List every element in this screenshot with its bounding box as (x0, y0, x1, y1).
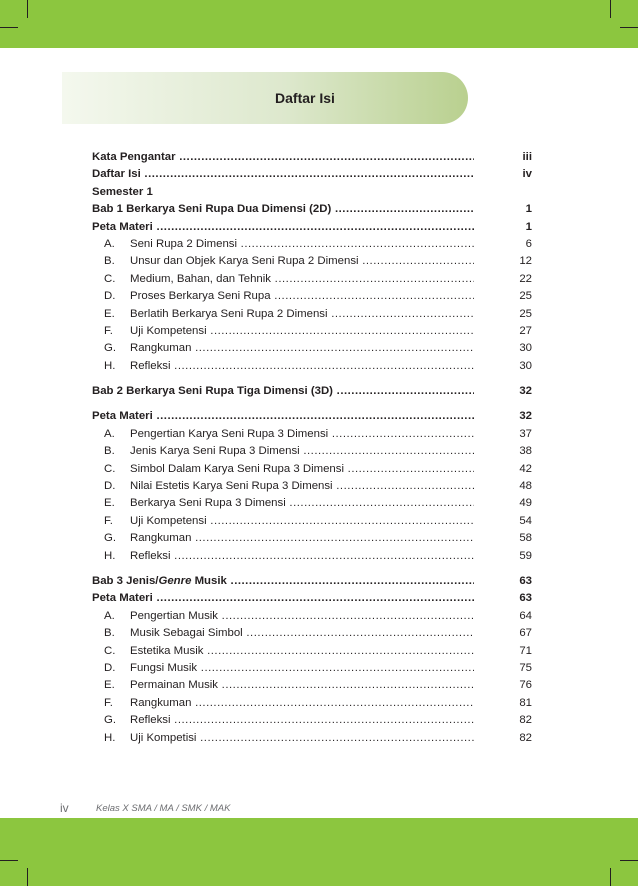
toc-entry-title (104, 730, 474, 747)
dot-leader (328, 308, 474, 320)
toc-entry-title (104, 660, 474, 677)
toc-entry[interactable] (92, 590, 532, 607)
toc-entry-text-rest: Musik (191, 574, 227, 587)
toc-subentry[interactable] (92, 643, 532, 660)
toc-entry-title (92, 149, 474, 166)
toc-entry[interactable] (92, 408, 532, 425)
toc-entry-text: Daftar Isi (92, 168, 141, 181)
toc-entry-text: Refleksi (130, 549, 171, 562)
toc-entry-letter: A. (104, 427, 115, 440)
bottom-color-band (0, 818, 638, 886)
toc-entry-letter: H. (104, 731, 116, 744)
toc-entry-title (92, 201, 474, 218)
toc-subentry[interactable] (92, 495, 532, 512)
dot-leader (271, 290, 474, 302)
toc-entry-text: Uji Kompetensi (130, 324, 207, 337)
toc-entry-text: Rangkuman (130, 342, 192, 355)
toc-subentry[interactable] (92, 730, 532, 747)
toc-entry-title (104, 608, 474, 625)
toc-subentry[interactable] (92, 443, 532, 460)
toc-entry-text: Pengertian Karya Seni Rupa 3 Dimensi (130, 427, 329, 440)
dot-leader (171, 360, 474, 372)
toc-subentry[interactable] (92, 513, 532, 530)
toc-entry-title (104, 271, 474, 288)
dot-leader (191, 342, 474, 354)
toc-entry-text: Rangkuman (130, 696, 192, 709)
toc-entry-title (104, 253, 474, 270)
toc-entry-text: Estetika Musik (130, 644, 204, 657)
toc-entry-title (104, 530, 474, 547)
toc-entry-title (104, 712, 474, 729)
toc-entry-title (92, 408, 474, 425)
toc-entry-title (104, 323, 474, 340)
footer-page-number: iv (60, 801, 69, 815)
toc-gap (92, 400, 532, 408)
toc-page-number: 22 (519, 272, 532, 285)
toc-subentry[interactable] (92, 478, 532, 495)
trim-mark (620, 27, 638, 28)
toc-entry-letter: F. (104, 696, 113, 709)
trim-mark (27, 0, 28, 18)
dot-leader (243, 627, 474, 639)
toc-entry[interactable] (92, 166, 532, 183)
toc-entry-text: Uji Kompetisi (130, 731, 197, 744)
dot-leader (333, 480, 474, 492)
toc-page-number: 76 (519, 679, 532, 692)
toc-entry[interactable] (92, 149, 532, 166)
toc-subentry[interactable] (92, 306, 532, 323)
toc-entry-text: Nilai Estetis Karya Seni Rupa 3 Dimensi (130, 480, 333, 493)
trim-mark (610, 0, 611, 18)
dot-leader (176, 151, 474, 163)
toc-entry-title (104, 548, 474, 565)
toc-page-number: 54 (519, 514, 532, 527)
toc-entry-title (92, 590, 474, 607)
toc-entry-letter: H. (104, 359, 116, 372)
toc-entry-letter: G. (104, 532, 117, 545)
toc-header (62, 72, 468, 124)
toc-entry-letter: A. (104, 237, 115, 250)
toc-entry-title (104, 695, 474, 712)
dot-leader (207, 515, 474, 527)
toc-page-number: 6 (525, 237, 532, 250)
top-color-band (0, 0, 638, 48)
toc-entry-text: Peta Materi (92, 410, 153, 423)
dot-leader (197, 662, 474, 674)
toc-entry-title (92, 166, 474, 183)
toc-subentry[interactable] (92, 530, 532, 547)
toc-entry-text: Fungsi Musik (130, 661, 198, 674)
toc-gap (92, 565, 532, 573)
toc-entry-text: Medium, Bahan, dan Tehnik (130, 272, 271, 285)
toc-entry-text: Semester 1 (92, 185, 153, 198)
dot-leader (344, 463, 474, 475)
toc-entry-title (104, 625, 474, 642)
trim-mark (0, 27, 18, 28)
dot-leader (331, 203, 474, 215)
toc-page-number: 49 (519, 497, 532, 510)
toc-entry[interactable] (92, 573, 532, 590)
toc-entry-letter: C. (104, 462, 116, 475)
toc-entry-text: Rangkuman (130, 532, 192, 545)
toc-entry-letter: D. (104, 290, 116, 303)
toc-page-number: 48 (519, 480, 532, 493)
toc-entry-title (104, 288, 474, 305)
toc-entry-italic: Genre (158, 574, 192, 587)
toc-entry-letter: C. (104, 272, 116, 285)
toc-page-number: 67 (519, 627, 532, 640)
toc-entry[interactable] (92, 383, 532, 400)
toc-entry-text: Refleksi (130, 714, 171, 727)
toc-entry-text: Peta Materi (92, 592, 153, 605)
toc-entry-letter: F. (104, 514, 113, 527)
toc-entry-text: Uji Kompetensi (130, 514, 207, 527)
dot-leader (237, 238, 474, 250)
dot-leader (153, 221, 474, 233)
toc-entry-letter: C. (104, 644, 116, 657)
toc-entry[interactable] (92, 219, 532, 236)
toc-subentry[interactable] (92, 712, 532, 729)
toc-page-number: 71 (519, 644, 532, 657)
toc-subentry[interactable] (92, 677, 532, 694)
toc-entry-text: Peta Materi (92, 220, 153, 233)
toc-page-number: 32 (519, 385, 532, 398)
trim-mark (27, 868, 28, 886)
toc-entry-letter: G. (104, 342, 117, 355)
dot-leader (300, 445, 474, 457)
toc-page-number: 25 (519, 290, 532, 303)
toc-subentry[interactable] (92, 660, 532, 677)
toc-entry-text: Unsur dan Objek Karya Seni Rupa 2 Dimensi (130, 255, 359, 268)
dot-leader (286, 497, 474, 509)
toc-entry-text: Bab 2 Berkarya Seni Rupa Tiga Dimensi (3D) (92, 385, 333, 398)
toc-entry-letter: E. (104, 497, 115, 510)
toc-entry-text: Proses Berkarya Seni Rupa (130, 290, 271, 303)
dot-leader (141, 168, 474, 180)
toc-entry-letter: F. (104, 324, 113, 337)
toc-subentry[interactable] (92, 695, 532, 712)
toc-gap (92, 375, 532, 383)
toc-subentry[interactable] (92, 548, 532, 565)
toc-page-number: 32 (519, 410, 532, 423)
toc-entry-title (104, 306, 474, 323)
toc-page-number: 12 (519, 255, 532, 268)
toc-entry[interactable] (92, 201, 532, 218)
toc-page-number: 1 (525, 220, 532, 233)
toc-entry-text: Berlatih Berkarya Seni Rupa 2 Dimensi (130, 307, 328, 320)
toc-entry-letter: B. (104, 627, 115, 640)
dot-leader (207, 325, 474, 337)
dot-leader (227, 575, 474, 587)
toc-page-number: 59 (519, 549, 532, 562)
toc-entry-title (104, 513, 474, 530)
trim-mark (0, 860, 18, 861)
dot-leader (171, 714, 474, 726)
toc-entry-title (104, 340, 474, 357)
toc-page-number: 82 (519, 731, 532, 744)
toc-page-number: 37 (519, 427, 532, 440)
toc-entry-letter: H. (104, 549, 116, 562)
dot-leader (171, 550, 474, 562)
dot-leader (218, 679, 474, 691)
toc-entry-title (104, 677, 474, 694)
toc-subentry[interactable] (92, 236, 532, 253)
toc-entry-title (104, 426, 474, 443)
dot-leader (271, 273, 474, 285)
toc-page-number: iv (522, 168, 532, 181)
trim-mark (620, 860, 638, 861)
table-of-contents (92, 149, 532, 747)
toc-page-number: 1 (525, 203, 532, 216)
toc-entry-text: Permainan Musik (130, 679, 218, 692)
toc-entry-text: Simbol Dalam Karya Seni Rupa 3 Dimensi (130, 462, 344, 475)
toc-subentry[interactable] (92, 358, 532, 375)
dot-leader (328, 428, 474, 440)
toc-entry-title (104, 643, 474, 660)
toc-page-number: 42 (519, 462, 532, 475)
toc-entry-title (92, 383, 474, 400)
toc-entry-letter: E. (104, 679, 115, 692)
toc-entry-title (92, 219, 474, 236)
toc-subentry[interactable] (92, 426, 532, 443)
dot-leader (196, 732, 474, 744)
toc-entry-letter: B. (104, 255, 115, 268)
toc-page-number: 30 (519, 342, 532, 355)
toc-page-number: 30 (519, 359, 532, 372)
dot-leader (153, 592, 474, 604)
toc-page-number: 27 (519, 324, 532, 337)
toc-entry-letter: A. (104, 609, 115, 622)
footer-book-title: Kelas X SMA / MA / SMK / MAK (96, 803, 231, 814)
toc-entry-letter: D. (104, 480, 116, 493)
toc-page-number: 81 (519, 696, 532, 709)
toc-entry-text: Musik Sebagai Simbol (130, 627, 243, 640)
toc-entry-text: Kata Pengantar (92, 151, 176, 163)
dot-leader (153, 410, 474, 422)
toc-entry-title (92, 573, 474, 590)
toc-page-number: iii (522, 151, 532, 163)
toc-page-number: 63 (519, 592, 532, 605)
toc-entry-text: Seni Rupa 2 Dimensi (130, 237, 237, 250)
toc-entry-title (104, 443, 474, 460)
toc-entry-title (104, 236, 474, 253)
toc-entry-title (104, 478, 474, 495)
page-title: Daftar Isi (275, 90, 335, 106)
toc-entry-title (92, 184, 474, 201)
toc-subentry[interactable] (92, 461, 532, 478)
toc-entry-text: Bab 1 Berkarya Seni Rupa Dua Dimensi (2D) (92, 203, 332, 216)
toc-entry-text: Bab 3 Jenis/ (92, 574, 159, 587)
toc-page-number: 58 (519, 532, 532, 545)
toc-subentry[interactable] (92, 253, 532, 270)
toc-subentry[interactable] (92, 323, 532, 340)
toc-entry-title (104, 358, 474, 375)
toc-entry-letter: B. (104, 445, 115, 458)
dot-leader (218, 610, 474, 622)
toc-subentry[interactable] (92, 340, 532, 357)
toc-subentry[interactable] (92, 608, 532, 625)
toc-entry-letter: G. (104, 714, 117, 727)
dot-leader (333, 385, 474, 397)
toc-entry-letter: E. (104, 307, 115, 320)
dot-leader (191, 697, 474, 709)
toc-page-number: 25 (519, 307, 532, 320)
toc-page-number: 75 (519, 661, 532, 674)
toc-page-number: 38 (519, 445, 532, 458)
toc-entry-text: Refleksi (130, 359, 171, 372)
toc-entry-text: Pengertian Musik (130, 609, 219, 622)
toc-subentry[interactable] (92, 625, 532, 642)
dot-leader (203, 645, 474, 657)
toc-page-number: 64 (519, 609, 532, 622)
toc-subentry[interactable] (92, 288, 532, 305)
trim-mark (610, 868, 611, 886)
toc-subentry[interactable] (92, 271, 532, 288)
toc-entry[interactable] (92, 184, 532, 201)
dot-leader (191, 532, 474, 544)
toc-entry-text: Jenis Karya Seni Rupa 3 Dimensi (130, 445, 300, 458)
toc-entry-title (104, 461, 474, 478)
toc-entry-letter: D. (104, 661, 116, 674)
toc-entry-title (104, 495, 474, 512)
dot-leader (359, 255, 474, 267)
toc-page-number: 82 (519, 714, 532, 727)
toc-page-number: 63 (519, 574, 532, 587)
toc-entry-text: Berkarya Seni Rupa 3 Dimensi (130, 497, 286, 510)
